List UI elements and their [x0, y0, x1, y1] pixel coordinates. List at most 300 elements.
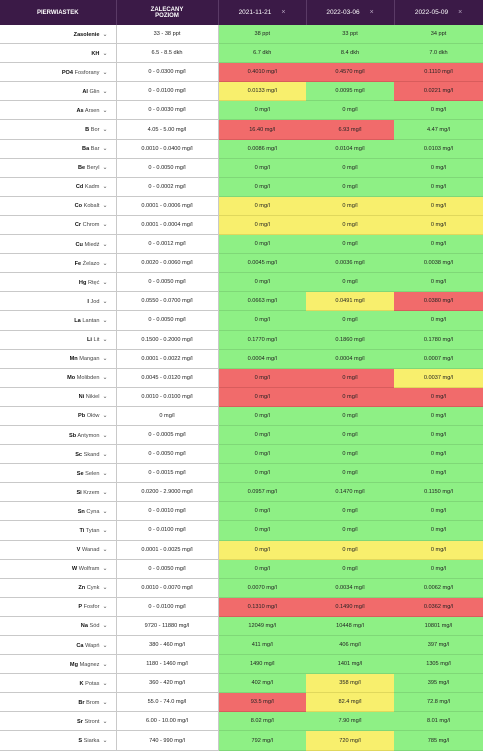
measured-value: 397 mg/l: [394, 636, 483, 655]
element-symbol: Mn: [69, 356, 78, 363]
chevron-down-icon[interactable]: ⌄: [102, 508, 108, 515]
element-full-name: Wolfram: [78, 566, 100, 573]
close-icon[interactable]: ×: [458, 9, 463, 16]
measured-value: 0 mg/l: [218, 406, 306, 425]
chevron-down-icon[interactable]: ⌄: [102, 470, 108, 477]
table-body: [0, 25, 483, 750]
recommended-value: 55.0 - 74.0 mg/l: [116, 693, 218, 712]
table-row: [0, 387, 483, 406]
measured-value: 0 mg/l: [218, 387, 306, 406]
chevron-down-icon[interactable]: ⌄: [102, 699, 108, 706]
chevron-down-icon[interactable]: ⌄: [102, 279, 108, 286]
table-row: [0, 177, 483, 196]
element-symbol: Be: [78, 165, 86, 172]
recommended-value: 0.1500 - 0.2000 mg/l: [116, 330, 218, 349]
recommended-value: 380 - 460 mg/l: [116, 636, 218, 655]
element-name-cell[interactable]: [0, 616, 116, 635]
measured-value: 0 mg/l: [218, 101, 306, 120]
element-full-name: Tytan: [85, 527, 100, 534]
element-full-name: Siarka: [83, 738, 100, 745]
element-full-name: Potas: [85, 680, 100, 687]
element-name-cell[interactable]: [0, 101, 116, 120]
measured-value: 0 mg/l: [394, 521, 483, 540]
table-row: [0, 712, 483, 731]
measured-value: 1490 mg/l: [218, 655, 306, 674]
chevron-down-icon[interactable]: ⌄: [102, 222, 108, 229]
measured-value: 0 mg/l: [218, 425, 306, 444]
table-row: [0, 292, 483, 311]
measured-value: 1305 mg/l: [394, 655, 483, 674]
recommended-value: 0.0010 - 0.0400 mg/l: [116, 139, 218, 158]
chevron-down-icon[interactable]: ⌄: [102, 661, 108, 668]
element-full-name: Fosforany: [74, 69, 100, 76]
measured-value: 0 mg/l: [394, 311, 483, 330]
element-symbol: Zn: [78, 585, 86, 592]
table-row: [0, 215, 483, 234]
element-name-cell[interactable]: [0, 731, 116, 750]
measured-value: 0 mg/l: [218, 215, 306, 234]
table-row: [0, 445, 483, 464]
element-symbol: Se: [76, 470, 84, 477]
measured-value: 0 mg/l: [218, 273, 306, 292]
table-row: [0, 82, 483, 101]
measured-value: 0 mg/l: [306, 215, 394, 234]
measured-value: 0 mg/l: [394, 215, 483, 234]
element-full-name: Lit: [93, 337, 100, 344]
chevron-down-icon[interactable]: ⌄: [102, 451, 108, 458]
measured-value: 0 mg/l: [306, 464, 394, 483]
measured-value: 0 mg/l: [306, 196, 394, 215]
recommended-value: 0.0001 - 0.0004 mg/l: [116, 215, 218, 234]
recommended-value: 0 - 0.0005 mg/l: [116, 425, 218, 444]
recommended-value: 0 - 0.0300 mg/l: [116, 63, 218, 82]
chevron-down-icon[interactable]: ⌄: [102, 604, 108, 611]
element-symbol: Si: [76, 489, 82, 496]
element-name-cell[interactable]: [0, 559, 116, 578]
table-row: [0, 597, 483, 616]
measured-value: 0 mg/l: [394, 406, 483, 425]
measured-value: 0.4570 mg/l: [306, 63, 394, 82]
measured-value: 0 mg/l: [218, 540, 306, 559]
table-row: [0, 578, 483, 597]
element-full-name: Kadm: [84, 184, 100, 191]
element-symbol: PO4: [61, 69, 74, 76]
table-row: [0, 559, 483, 578]
element-full-name: Arsen: [84, 107, 100, 114]
element-name-cell[interactable]: [0, 406, 116, 425]
element-name-cell[interactable]: [0, 425, 116, 444]
element-name-cell[interactable]: [0, 368, 116, 387]
measured-value: 0 mg/l: [306, 521, 394, 540]
measured-value: 0 mg/l: [306, 387, 394, 406]
element-name-cell[interactable]: [0, 521, 116, 540]
element-symbol: B: [85, 127, 90, 134]
measured-value: 785 mg/l: [394, 731, 483, 750]
chevron-down-icon[interactable]: ⌄: [102, 680, 108, 687]
measured-value: 0 mg/l: [218, 235, 306, 254]
element-full-name: Glin: [89, 88, 100, 95]
measured-value: 0 mg/l: [218, 502, 306, 521]
measured-value: 0 mg/l: [306, 368, 394, 387]
measured-value: 720 mg/l: [306, 731, 394, 750]
element-name-cell[interactable]: [0, 196, 116, 215]
element-symbol: Co: [74, 203, 83, 210]
measured-value: 0.0038 mg/l: [394, 254, 483, 273]
element-name-cell[interactable]: [0, 158, 116, 177]
element-name-cell[interactable]: [0, 273, 116, 292]
element-symbol: Sn: [77, 508, 85, 515]
element-name-cell[interactable]: [0, 25, 116, 44]
measured-value: 0.1780 mg/l: [394, 330, 483, 349]
table-row: [0, 674, 483, 693]
measured-value: 0.0086 mg/l: [218, 139, 306, 158]
element-name-cell[interactable]: [0, 44, 116, 63]
measured-value: 0 mg/l: [306, 540, 394, 559]
element-symbol: Pb: [78, 413, 86, 420]
measured-value: 0 mg/l: [394, 235, 483, 254]
measured-value: 0 mg/l: [306, 177, 394, 196]
element-symbol: Br: [78, 699, 85, 706]
element-full-name: Lantan: [82, 317, 100, 324]
chevron-down-icon[interactable]: ⌄: [102, 718, 108, 725]
measured-value: 0.1110 mg/l: [394, 63, 483, 82]
recommended-value: 0 - 0.0100 mg/l: [116, 521, 218, 540]
measured-value: 0 mg/l: [218, 311, 306, 330]
chevron-down-icon[interactable]: ⌄: [102, 394, 108, 401]
table-row: [0, 368, 483, 387]
element-full-name: Żelazo: [82, 260, 100, 267]
element-full-name: Molibden: [76, 375, 100, 382]
measured-value: 0 mg/l: [218, 196, 306, 215]
chevron-down-icon[interactable]: ⌄: [102, 623, 108, 630]
element-symbol: Sb: [68, 432, 77, 439]
element-full-name: Wapń: [85, 642, 100, 649]
element-name-cell[interactable]: [0, 254, 116, 273]
measured-value: 0 mg/l: [394, 445, 483, 464]
element-column-header: PIERWIASTEK: [0, 0, 116, 25]
chevron-down-icon[interactable]: ⌄: [102, 184, 108, 191]
element-symbol: Cr: [74, 222, 82, 229]
element-full-name: Sód: [89, 623, 100, 630]
recommended-value: 1180 - 1460 mg/l: [116, 655, 218, 674]
element-name-cell[interactable]: [0, 674, 116, 693]
measured-value: 0.0045 mg/l: [218, 254, 306, 273]
element-name-cell[interactable]: [0, 292, 116, 311]
chevron-down-icon[interactable]: ⌄: [102, 69, 108, 76]
element-symbol: Fe: [74, 260, 82, 267]
close-icon[interactable]: ×: [281, 9, 286, 16]
element-name-cell[interactable]: [0, 655, 116, 674]
measured-value: 12049 mg/l: [218, 616, 306, 635]
element-name-cell[interactable]: [0, 215, 116, 234]
element-name-cell[interactable]: [0, 330, 116, 349]
chevron-down-icon[interactable]: ⌄: [102, 241, 108, 248]
element-full-name: Cynk: [86, 585, 100, 592]
chevron-down-icon[interactable]: ⌄: [102, 432, 108, 439]
measured-value: 0.1860 mg/l: [306, 330, 394, 349]
measured-value: 402 mg/l: [218, 674, 306, 693]
chevron-down-icon[interactable]: ⌄: [102, 260, 108, 267]
chevron-down-icon[interactable]: ⌄: [102, 317, 108, 324]
recommended-value: 0.0001 - 0.0022 mg/l: [116, 349, 218, 368]
chevron-down-icon[interactable]: ⌄: [102, 547, 108, 554]
element-full-name: Antymon: [77, 432, 100, 439]
measured-value: 0 mg/l: [306, 101, 394, 120]
table-row: [0, 693, 483, 712]
element-name-cell[interactable]: [0, 502, 116, 521]
measured-value: 72.8 mg/l: [394, 693, 483, 712]
date-column-header[interactable]: 2022-05-09 ×: [394, 0, 483, 25]
measured-value: 0 mg/l: [306, 311, 394, 330]
element-name-cell[interactable]: [0, 597, 116, 616]
date-column-header[interactable]: 2021-11-21 ×: [218, 0, 306, 25]
measured-value: 10448 mg/l: [306, 616, 394, 635]
measured-value: 4.47 mg/l: [394, 120, 483, 139]
element-name-cell[interactable]: [0, 120, 116, 139]
element-full-name: Miedź: [84, 241, 100, 248]
table-row: [0, 731, 483, 750]
recommended-value: 33 - 38 ppt: [116, 25, 218, 44]
recommended-value: 9720 - 11880 mg/l: [116, 616, 218, 635]
chevron-down-icon[interactable]: ⌄: [102, 88, 108, 95]
measured-value: 33 ppt: [306, 25, 394, 44]
measured-value: 0 mg/l: [394, 464, 483, 483]
recommended-value: 0.0020 - 0.0060 mg/l: [116, 254, 218, 273]
element-name-cell[interactable]: [0, 693, 116, 712]
recommended-value: 0.0010 - 0.0070 mg/l: [116, 578, 218, 597]
recommended-value: 0 - 0.0010 mg/l: [116, 502, 218, 521]
measured-value: 0.0133 mg/l: [218, 82, 306, 101]
measured-value: 0.0362 mg/l: [394, 597, 483, 616]
element-symbol: K: [79, 680, 84, 687]
measured-value: 0.0036 mg/l: [306, 254, 394, 273]
measured-value: 0.0062 mg/l: [394, 578, 483, 597]
element-full-name: Krzem: [83, 489, 100, 496]
measured-value: 0 mg/l: [306, 406, 394, 425]
element-symbol: Zasolenie: [73, 31, 100, 38]
measured-value: 0 mg/l: [218, 521, 306, 540]
element-name-cell[interactable]: [0, 177, 116, 196]
measured-value: 0 mg/l: [306, 445, 394, 464]
measured-value: 93.5 mg/l: [218, 693, 306, 712]
measured-value: 0 mg/l: [394, 196, 483, 215]
element-name-cell[interactable]: [0, 387, 116, 406]
measured-value: 792 mg/l: [218, 731, 306, 750]
element-name-cell[interactable]: [0, 139, 116, 158]
recommended-value: 0 - 0.0002 mg/l: [116, 177, 218, 196]
chevron-down-icon[interactable]: ⌄: [102, 107, 108, 114]
table-row: [0, 44, 483, 63]
measured-value: 0 mg/l: [306, 559, 394, 578]
element-symbol: W: [71, 566, 78, 573]
element-symbol: Li: [87, 337, 92, 344]
measured-value: 0.0103 mg/l: [394, 139, 483, 158]
table-row: [0, 616, 483, 635]
chevron-down-icon[interactable]: ⌄: [102, 585, 108, 592]
measured-value: 0 mg/l: [394, 540, 483, 559]
table-row: [0, 254, 483, 273]
measured-value: 6.93 mg/l: [306, 120, 394, 139]
chevron-down-icon[interactable]: ⌄: [102, 337, 108, 344]
recommended-value: 0.0200 - 2.9000 mg/l: [116, 483, 218, 502]
table-row: [0, 25, 483, 44]
element-name-cell[interactable]: [0, 349, 116, 368]
element-symbol: I: [87, 298, 89, 305]
measured-value: 0 mg/l: [394, 273, 483, 292]
measured-value: 0.0104 mg/l: [306, 139, 394, 158]
chevron-down-icon[interactable]: ⌄: [102, 165, 108, 172]
measured-value: 0 mg/l: [394, 502, 483, 521]
table-row: [0, 502, 483, 521]
measured-value: 0.0663 mg/l: [218, 292, 306, 311]
chevron-down-icon[interactable]: ⌄: [102, 127, 108, 134]
table-row: [0, 158, 483, 177]
chevron-down-icon[interactable]: ⌄: [102, 738, 108, 745]
measured-value: 0.0004 mg/l: [306, 349, 394, 368]
measured-value: 0.0491 mg/l: [306, 292, 394, 311]
element-full-name: Brom: [86, 699, 100, 706]
measured-value: 0.0070 mg/l: [218, 578, 306, 597]
table-row: [0, 464, 483, 483]
table-row: [0, 273, 483, 292]
measured-value: 0 mg/l: [218, 368, 306, 387]
element-name-cell[interactable]: [0, 483, 116, 502]
element-name-cell[interactable]: [0, 540, 116, 559]
chevron-down-icon[interactable]: ⌄: [102, 298, 108, 305]
close-icon[interactable]: ×: [369, 9, 374, 16]
element-name-cell[interactable]: [0, 636, 116, 655]
recommended-value: 4.05 - 5.00 mg/l: [116, 120, 218, 139]
measured-value: 0 mg/l: [394, 387, 483, 406]
element-full-name: Bar: [90, 146, 100, 153]
measured-value: 0.4010 mg/l: [218, 63, 306, 82]
recommended-value: 0.0045 - 0.0120 mg/l: [116, 368, 218, 387]
measured-value: 8.4 dkh: [306, 44, 394, 63]
element-name-cell[interactable]: [0, 464, 116, 483]
measured-value: 82.4 mg/l: [306, 693, 394, 712]
element-symbol: Mo: [67, 375, 76, 382]
element-symbol: Ca: [76, 642, 84, 649]
measured-value: 0 mg/l: [394, 177, 483, 196]
element-name-cell[interactable]: [0, 82, 116, 101]
chevron-down-icon[interactable]: ⌄: [102, 146, 108, 153]
element-name-cell[interactable]: [0, 63, 116, 82]
recommended-value: 0 - 0.0100 mg/l: [116, 597, 218, 616]
recommended-value: 0.0550 - 0.0700 mg/l: [116, 292, 218, 311]
measured-value: 0 mg/l: [218, 158, 306, 177]
chevron-down-icon[interactable]: ⌄: [102, 203, 108, 210]
chevron-down-icon[interactable]: ⌄: [102, 527, 108, 534]
measured-value: 7.0 dkh: [394, 44, 483, 63]
measured-value: 0 mg/l: [394, 101, 483, 120]
chevron-down-icon[interactable]: ⌄: [102, 642, 108, 649]
chevron-down-icon[interactable]: ⌄: [102, 356, 108, 363]
measured-value: 0 mg/l: [394, 559, 483, 578]
recommended-value: 0 - 0.0030 mg/l: [116, 101, 218, 120]
table-row: [0, 311, 483, 330]
measured-value: 0 mg/l: [218, 445, 306, 464]
element-symbol: Cu: [75, 241, 83, 248]
table-row: [0, 139, 483, 158]
chevron-down-icon[interactable]: ⌄: [102, 50, 108, 57]
measured-value: 8.02 mg/l: [218, 712, 306, 731]
measured-value: 0.1310 mg/l: [218, 597, 306, 616]
element-name-cell[interactable]: [0, 578, 116, 597]
element-symbol: Al: [82, 88, 88, 95]
date-column-header[interactable]: 2022-03-06 ×: [306, 0, 394, 25]
element-full-name: Magnez: [79, 661, 100, 668]
recommended-value: 360 - 420 mg/l: [116, 674, 218, 693]
table-row: [0, 521, 483, 540]
table-row: [0, 235, 483, 254]
element-name-cell[interactable]: [0, 445, 116, 464]
table-row: [0, 655, 483, 674]
measured-value: 10801 mg/l: [394, 616, 483, 635]
table-row: [0, 101, 483, 120]
measured-value: 0.1490 mg/l: [306, 597, 394, 616]
chevron-down-icon[interactable]: ⌄: [102, 413, 108, 420]
measured-value: 34 ppt: [394, 25, 483, 44]
measured-value: 0 mg/l: [306, 425, 394, 444]
element-symbol: Cd: [75, 184, 84, 191]
chevron-down-icon[interactable]: ⌄: [102, 375, 108, 382]
element-full-name: Bor: [90, 127, 100, 134]
measured-value: 395 mg/l: [394, 674, 483, 693]
measured-value: 0.1150 mg/l: [394, 483, 483, 502]
element-symbol: Sr: [77, 718, 83, 725]
measured-value: 0 mg/l: [394, 425, 483, 444]
table-row: [0, 349, 483, 368]
measured-value: 0.0957 mg/l: [218, 483, 306, 502]
element-full-name: Jod: [90, 298, 100, 305]
measured-value: 0.0380 mg/l: [394, 292, 483, 311]
element-name-cell[interactable]: [0, 712, 116, 731]
recommended-value: 0 - 0.0050 mg/l: [116, 445, 218, 464]
chevron-down-icon[interactable]: ⌄: [102, 489, 108, 496]
element-full-name: Ołów: [86, 413, 100, 420]
element-full-name: Rtęć: [87, 279, 100, 286]
element-symbol: Na: [80, 623, 88, 630]
table-row: [0, 425, 483, 444]
measured-value: 0.1770 mg/l: [218, 330, 306, 349]
element-symbol: KH: [91, 50, 100, 57]
element-symbol: La: [74, 317, 81, 324]
element-symbol: S: [78, 738, 83, 745]
recommended-value: 0 - 0.0050 mg/l: [116, 311, 218, 330]
measured-value: 8.01 mg/l: [394, 712, 483, 731]
element-name-cell[interactable]: [0, 311, 116, 330]
measured-value: 0.0037 mg/l: [394, 368, 483, 387]
chevron-down-icon[interactable]: ⌄: [102, 566, 108, 573]
table-row: [0, 483, 483, 502]
element-symbol: P: [78, 604, 83, 611]
measured-value: 411 mg/l: [218, 636, 306, 655]
element-symbol: Mg: [69, 661, 78, 668]
element-symbol: Ni: [78, 394, 85, 401]
measured-value: 0 mg/l: [218, 464, 306, 483]
table-row: [0, 330, 483, 349]
element-name-cell[interactable]: [0, 235, 116, 254]
recommended-value: 740 - 990 mg/l: [116, 731, 218, 750]
element-symbol: Ba: [82, 146, 90, 153]
element-full-name: Skand: [83, 451, 100, 458]
element-full-name: Kobalt: [83, 203, 100, 210]
table-row: [0, 540, 483, 559]
element-full-name: Mangan: [79, 356, 100, 363]
header-row: [0, 0, 483, 25]
table-row: [0, 196, 483, 215]
chevron-down-icon[interactable]: ⌄: [102, 31, 108, 38]
